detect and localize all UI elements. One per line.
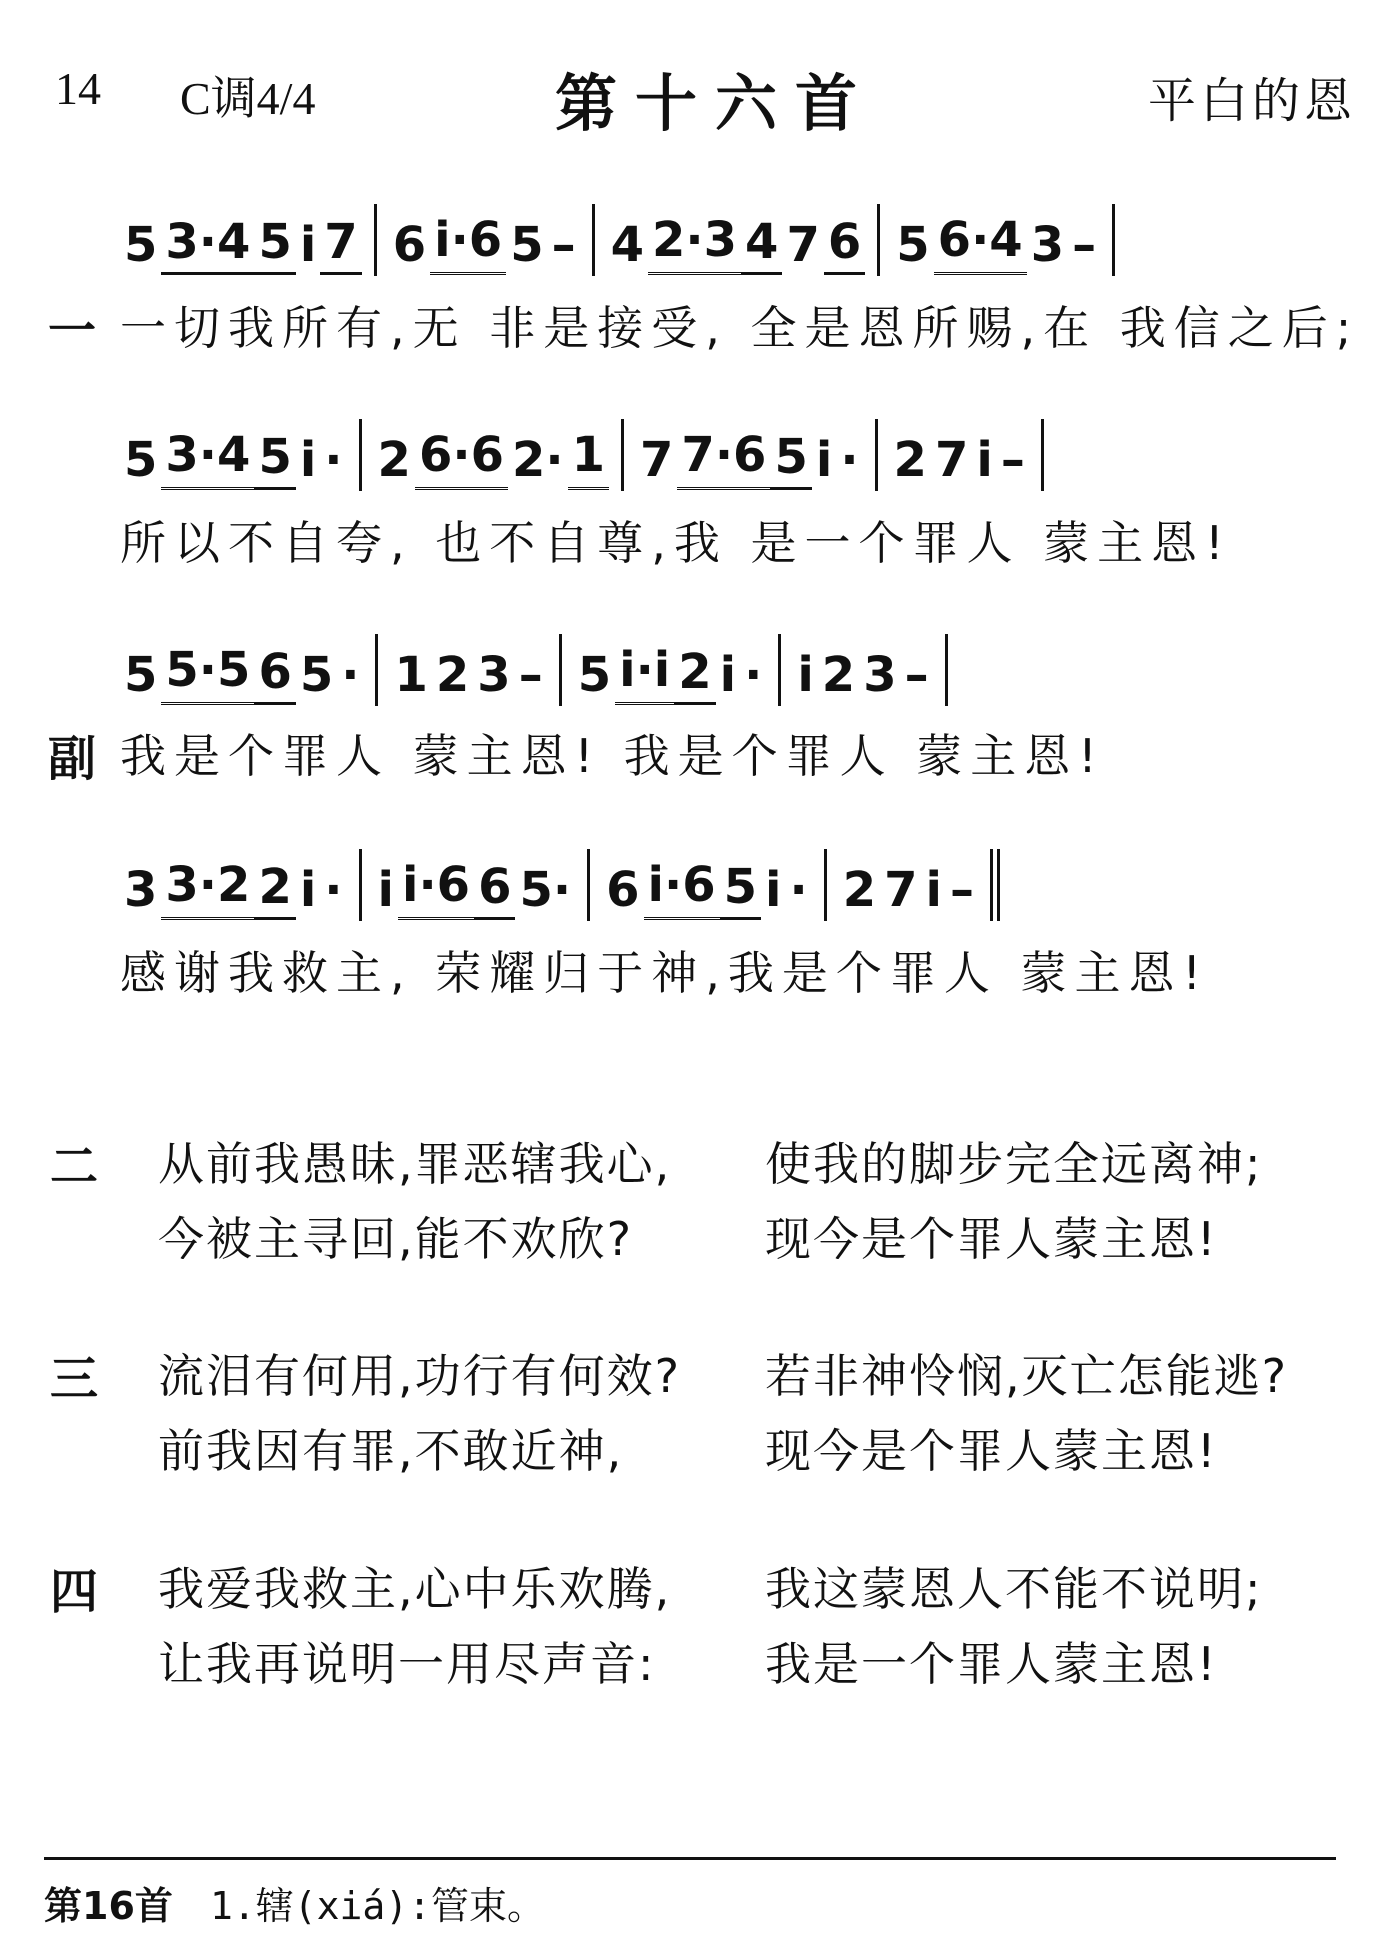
note: 3 bbox=[1030, 217, 1065, 273]
note-high: i bbox=[377, 862, 394, 918]
note: 4 bbox=[741, 212, 782, 275]
note: 5 bbox=[510, 217, 544, 273]
barline bbox=[375, 634, 378, 706]
dot: · bbox=[789, 862, 808, 918]
footnote-label: 第16首 bbox=[44, 1884, 173, 1928]
lyric-line: 我是个罪人 蒙主恩! 我是个罪人 蒙主恩! bbox=[120, 729, 1105, 783]
note: 6 bbox=[392, 217, 427, 273]
note-high: i bbox=[797, 647, 814, 703]
note: 5 bbox=[254, 427, 295, 490]
note-high: i bbox=[299, 217, 317, 273]
note: 5 bbox=[299, 647, 334, 703]
barline bbox=[778, 634, 781, 706]
note: 6 bbox=[824, 212, 865, 275]
stanza-line: 从前我愚昧,罪恶辖我心, bbox=[158, 1137, 672, 1191]
measure bbox=[574, 635, 767, 705]
note-pair: 3·2 bbox=[161, 855, 254, 920]
stanza-line: 现今是个罪人蒙主恩! bbox=[765, 1212, 1218, 1266]
note: 5 bbox=[124, 432, 158, 488]
barline bbox=[1112, 204, 1115, 276]
notation-line bbox=[120, 205, 1350, 275]
footnote-text: 1.辖(xiá):管束。 bbox=[210, 1884, 546, 1928]
stanza-line: 我这蒙恩人不能不说明; bbox=[765, 1562, 1263, 1616]
dash: – bbox=[1072, 217, 1097, 273]
page-number: 14 bbox=[55, 63, 101, 114]
note: 4 bbox=[610, 217, 645, 273]
note-pair: i·6 bbox=[398, 855, 474, 920]
dash: – bbox=[949, 862, 974, 918]
measure bbox=[607, 205, 866, 275]
note-pair: i·i bbox=[615, 640, 674, 705]
barline bbox=[621, 419, 624, 491]
verse-marker-1: 一 bbox=[48, 303, 97, 359]
barline bbox=[875, 419, 878, 491]
measure bbox=[120, 635, 363, 705]
note-high: 2 bbox=[821, 647, 856, 703]
note-high: i bbox=[719, 647, 737, 703]
dash: – bbox=[1000, 432, 1025, 488]
note: 5 bbox=[770, 427, 811, 490]
measure bbox=[120, 420, 347, 490]
note-high: 2 bbox=[254, 857, 295, 920]
hymn-title: 第十六首 bbox=[555, 67, 876, 140]
stanza-line: 我是一个罪人蒙主恩! bbox=[765, 1637, 1218, 1691]
final-barline bbox=[990, 849, 993, 921]
note: 6 bbox=[254, 642, 295, 705]
note: 2 bbox=[435, 647, 470, 703]
note: 7 bbox=[320, 212, 361, 275]
note-high: 2 bbox=[842, 862, 877, 918]
note-high: i bbox=[925, 862, 942, 918]
note-high: 2 bbox=[674, 642, 715, 705]
note-high: i bbox=[299, 432, 317, 488]
stanza-line: 让我再说明一用尽声音: bbox=[158, 1637, 656, 1691]
note-high: 1 bbox=[568, 425, 609, 490]
note: 3 bbox=[477, 647, 511, 703]
measure bbox=[374, 420, 609, 490]
lyric-line: 一切我所有,无 非是接受, 全是恩所赐,在 我信之后; bbox=[120, 301, 1360, 355]
note-high: i bbox=[765, 862, 782, 918]
dot: · bbox=[341, 647, 360, 703]
note: 5 bbox=[720, 857, 761, 920]
lyric-line: 所以不自夸, 也不自尊,我 是一个罪人 蒙主恩! bbox=[120, 516, 1232, 570]
measure bbox=[120, 850, 347, 920]
stanza-line: 今被主寻回,能不欢欣? bbox=[158, 1212, 634, 1266]
note: 5· bbox=[519, 862, 572, 918]
measure bbox=[892, 205, 1100, 275]
dash: – bbox=[551, 217, 576, 273]
note-pair: i·6 bbox=[430, 210, 506, 275]
stanza-marker: 二 bbox=[50, 1139, 99, 1195]
note: 7 bbox=[934, 432, 969, 488]
dot: · bbox=[744, 647, 763, 703]
note: 7 bbox=[640, 432, 674, 488]
barline bbox=[877, 204, 880, 276]
stanza-line: 流泪有何用,功行有何效? bbox=[158, 1349, 682, 1403]
barline bbox=[1041, 419, 1044, 491]
note-high: 2 bbox=[893, 432, 927, 488]
barline bbox=[945, 634, 948, 706]
measure bbox=[120, 205, 362, 275]
barline bbox=[559, 634, 562, 706]
note: 1 bbox=[394, 647, 428, 703]
hymn-subtitle: 平白的恩 bbox=[1148, 73, 1357, 129]
measure bbox=[374, 850, 576, 920]
note: 7 bbox=[884, 862, 918, 918]
note-pair: 3·4 bbox=[161, 212, 254, 275]
measure bbox=[839, 850, 978, 920]
stanza-line: 现今是个罪人蒙主恩! bbox=[765, 1424, 1218, 1478]
measure bbox=[602, 850, 812, 920]
stanza-line: 若非神怜悯,灭亡怎能逃? bbox=[765, 1349, 1289, 1403]
dot: · bbox=[324, 432, 343, 488]
measure bbox=[890, 420, 1029, 490]
stanza-line: 我爱我救主,心中乐欢腾, bbox=[158, 1562, 672, 1616]
stanza-marker: 四 bbox=[50, 1564, 99, 1620]
note: 5 bbox=[124, 217, 158, 273]
stanza-line: 使我的脚步完全远离神; bbox=[765, 1137, 1263, 1191]
note-high: 3 bbox=[124, 862, 158, 918]
key-time-signature: C调4/4 bbox=[180, 73, 316, 124]
dash: – bbox=[904, 647, 929, 703]
barline bbox=[592, 204, 595, 276]
stanza-marker: 三 bbox=[50, 1351, 99, 1407]
note: 6 bbox=[474, 857, 515, 920]
note-high: i bbox=[815, 432, 833, 488]
note: 7 bbox=[786, 217, 820, 273]
measure bbox=[389, 205, 580, 275]
stanza-line: 前我因有罪,不敢近神, bbox=[158, 1424, 624, 1478]
note-high: i bbox=[976, 432, 993, 488]
note-high: 3 bbox=[863, 647, 897, 703]
barline bbox=[359, 419, 362, 491]
note-pair: 3·4 bbox=[161, 425, 254, 490]
dot: · bbox=[840, 432, 859, 488]
note: 5 bbox=[254, 212, 295, 275]
note-pair: i·6 bbox=[644, 855, 720, 920]
lyric-line: 感谢我救主, 荣耀归于神,我是个罪人 蒙主恩! bbox=[120, 946, 1209, 1000]
barline bbox=[359, 849, 362, 921]
note-high: 2· bbox=[511, 432, 564, 488]
barline bbox=[587, 849, 590, 921]
note-pair: 5·5 bbox=[161, 640, 254, 705]
measure bbox=[390, 635, 546, 705]
note-pair: 6·6 bbox=[415, 425, 508, 490]
notation-line bbox=[120, 850, 1350, 920]
note-pair: 2·3 bbox=[648, 210, 741, 275]
dash: – bbox=[518, 647, 543, 703]
measure bbox=[793, 635, 932, 705]
note-pair: 7·6 bbox=[677, 425, 770, 490]
note-pair: 6·4 bbox=[934, 210, 1027, 275]
barline bbox=[824, 849, 827, 921]
note: 5 bbox=[896, 217, 930, 273]
note-high: i bbox=[299, 862, 317, 918]
barline bbox=[374, 204, 377, 276]
note-high: 2 bbox=[377, 432, 411, 488]
footer-rule bbox=[44, 1857, 1336, 1860]
note: 5 bbox=[124, 647, 158, 703]
refrain-marker: 副 bbox=[48, 731, 97, 787]
measure bbox=[636, 420, 863, 490]
dot: · bbox=[324, 862, 343, 918]
notation-line bbox=[120, 635, 1350, 705]
note: 5 bbox=[577, 647, 612, 703]
note: 6 bbox=[606, 862, 640, 918]
notation-line bbox=[120, 420, 1350, 490]
